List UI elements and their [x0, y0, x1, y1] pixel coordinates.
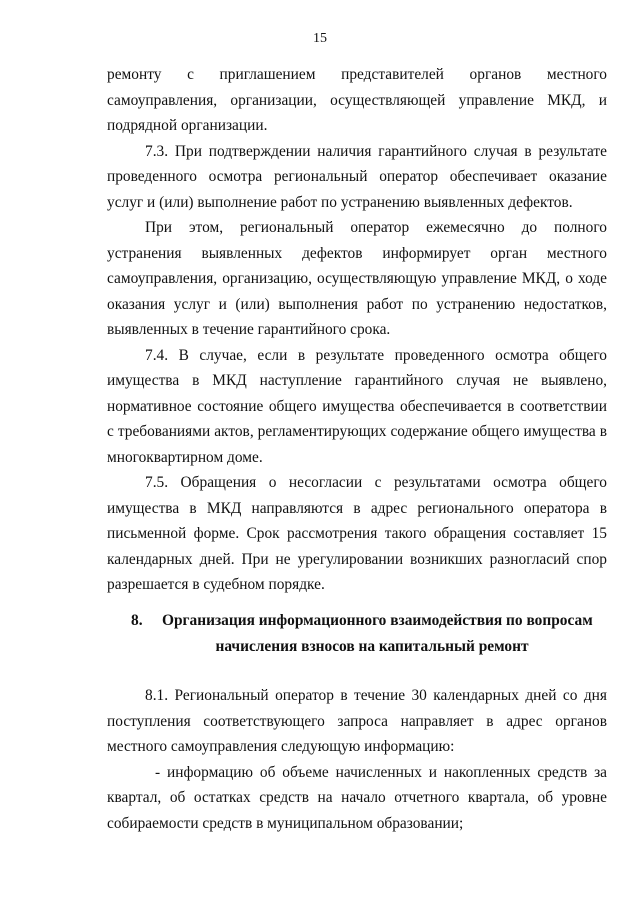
paragraph-7-5: 7.5. Обращения о несогласии с результатами осмотра общего имущества в МКД направляются в адрес регионального оператора в письменной форме. Срок рассмотрения такого обращения составляет 15 календарных дней. При не урегулировании возникших разногласий спор разрешается в судебном порядке.	[107, 474, 607, 593]
paragraph-monthly-info: При этом, региональный оператор ежемесячно до полного устранения выявленных дефектов информирует орган местного самоуправления, организацию, осуществляющую управление МКД, о ходе оказания услуг и (или) выполнения работ по устранению недостатков, выявленных в течение гарантийного срока.	[107, 219, 607, 338]
text-block-section-7	[107, 62, 607, 598]
section-title-line-2: начисления взносов на капитальный ремонт	[215, 637, 529, 655]
text-block-section-8	[107, 683, 607, 836]
paragraph-7-3: 7.3. При подтверждении наличия гарантийного случая в результате проведенного осмотра региональный оператор обеспечивает оказание услуг и (или) выполнение работ по устранению выявленных дефектов.	[107, 142, 607, 211]
paragraph-7-4: 7.4. В случае, если в результате проведенного осмотра общего имущества в МКД наступление гарантийного случая не выявлено, нормативное состояние общего имущества обеспечивается в соответствии с требованиями актов, регламентирующих содержание общего имущества в многоквартирном доме.	[107, 346, 607, 466]
paragraph-8-1: 8.1. Региональный оператор в течение 30 календарных дней со дня поступления соответствующего запроса направляет в адрес органов местного самоуправления следующую информацию:	[107, 687, 607, 755]
section-number: 8.	[131, 612, 143, 629]
section-title-line-1: Организация информационного взаимодействия по вопросам	[162, 612, 593, 629]
paragraph-continuation: ремонту с приглашением представителей органов местного самоуправления, организации, осуществляющей управление МКД, и подрядной организации.	[107, 66, 607, 134]
page-number: 15	[313, 31, 327, 46]
paragraph-bullet-info: - информацию об объеме начисленных и накопленных средств за квартал, об остатках средств на начало отчетного квартала, об уровне собираемости средств в муниципальном образовании;	[107, 763, 607, 832]
